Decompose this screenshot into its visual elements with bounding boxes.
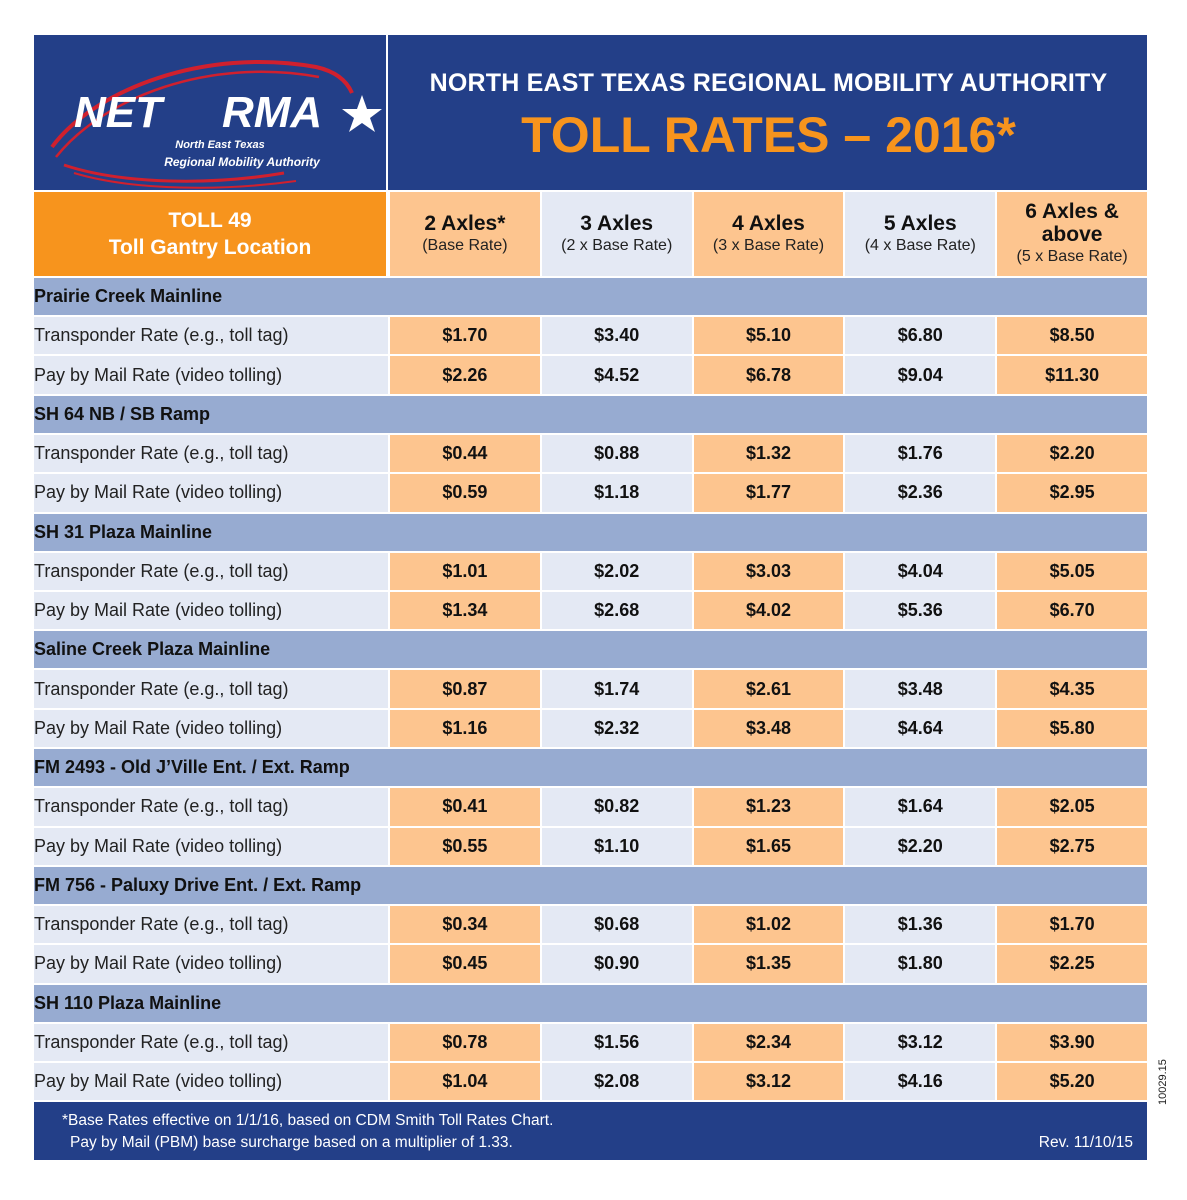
rate-cell: $2.68 bbox=[540, 590, 692, 629]
rate-cell: $2.02 bbox=[540, 551, 692, 590]
rate-cell: $1.76 bbox=[843, 433, 995, 472]
rate-cell: $1.10 bbox=[540, 826, 692, 865]
rate-cell: $0.44 bbox=[388, 433, 540, 472]
rate-cell: $1.01 bbox=[388, 551, 540, 590]
rate-type-label: Transponder Rate (e.g., toll tag) bbox=[34, 315, 388, 354]
section-title: FM 756 - Paluxy Drive Ent. / Ext. Ramp bbox=[34, 865, 1147, 904]
gantry-header-line-1: TOLL 49 bbox=[168, 209, 252, 232]
rate-type-label: Pay by Mail Rate (video tolling) bbox=[34, 1061, 388, 1100]
rate-cell: $1.65 bbox=[692, 826, 844, 865]
section-title: Saline Creek Plaza Mainline bbox=[34, 629, 1147, 668]
rate-cell: $5.80 bbox=[995, 708, 1147, 747]
table-row bbox=[34, 590, 1147, 629]
rate-type-label: Pay by Mail Rate (video tolling) bbox=[34, 472, 388, 511]
rate-cell: $1.16 bbox=[388, 708, 540, 747]
column-header-3-axles bbox=[540, 190, 692, 276]
column-subtitle: (5 x Base Rate) bbox=[1016, 248, 1128, 265]
section-row bbox=[34, 629, 1147, 668]
column-title: 2 Axles* bbox=[424, 211, 506, 235]
header-banner bbox=[34, 35, 1147, 190]
rate-cell: $4.02 bbox=[692, 590, 844, 629]
column-subtitle: (3 x Base Rate) bbox=[712, 236, 825, 254]
table-row bbox=[34, 472, 1147, 511]
rate-cell: $2.75 bbox=[995, 826, 1147, 865]
rate-cell: $1.74 bbox=[540, 668, 692, 707]
rate-cell: $2.20 bbox=[995, 433, 1147, 472]
page-title: TOLL RATES – 2016* bbox=[521, 107, 1016, 163]
rate-cell: $1.32 bbox=[692, 433, 844, 472]
rate-cell: $8.50 bbox=[995, 315, 1147, 354]
rate-cell: $3.03 bbox=[692, 551, 844, 590]
rate-cell: $6.78 bbox=[692, 354, 844, 393]
rate-type-label: Transponder Rate (e.g., toll tag) bbox=[34, 786, 388, 825]
rate-type-label: Transponder Rate (e.g., toll tag) bbox=[34, 668, 388, 707]
rate-cell: $3.48 bbox=[843, 668, 995, 707]
gantry-header-line-2: Toll Gantry Location bbox=[108, 236, 312, 259]
rate-cell: $1.02 bbox=[692, 904, 844, 943]
table-row bbox=[34, 786, 1147, 825]
table-header-row bbox=[34, 190, 1147, 276]
rate-cell: $1.70 bbox=[995, 904, 1147, 943]
section-title: Prairie Creek Mainline bbox=[34, 276, 1147, 315]
rate-cell: $1.36 bbox=[843, 904, 995, 943]
rate-cell: $0.55 bbox=[388, 826, 540, 865]
rate-cell: $3.48 bbox=[692, 708, 844, 747]
rate-type-label: Transponder Rate (e.g., toll tag) bbox=[34, 433, 388, 472]
rate-cell: $0.41 bbox=[388, 786, 540, 825]
rate-cell: $2.05 bbox=[995, 786, 1147, 825]
logo-tagline-1: North East Texas bbox=[175, 139, 265, 151]
rate-cell: $2.20 bbox=[843, 826, 995, 865]
section-row bbox=[34, 983, 1147, 1022]
rate-type-label: Pay by Mail Rate (video tolling) bbox=[34, 826, 388, 865]
rate-cell: $1.18 bbox=[540, 472, 692, 511]
rate-cell: $0.87 bbox=[388, 668, 540, 707]
rate-cell: $2.61 bbox=[692, 668, 844, 707]
column-header-5-axles bbox=[843, 190, 995, 276]
rate-cell: $3.12 bbox=[843, 1022, 995, 1061]
rate-cell: $0.34 bbox=[388, 904, 540, 943]
rate-cell: $1.35 bbox=[692, 943, 844, 982]
revision-date: Rev. 11/10/15 bbox=[1038, 1134, 1133, 1151]
section-row bbox=[34, 512, 1147, 551]
toll-rate-table bbox=[34, 190, 1147, 1100]
rate-cell: $2.36 bbox=[843, 472, 995, 511]
footnote-base-rates: *Base Rates effective on 1/1/16, based on CDM Smith Toll Rates Chart. bbox=[62, 1112, 554, 1129]
column-subtitle: (Base Rate) bbox=[422, 236, 508, 254]
column-header-4-axles bbox=[692, 190, 844, 276]
section-row bbox=[34, 747, 1147, 786]
rate-type-label: Pay by Mail Rate (video tolling) bbox=[34, 708, 388, 747]
rate-type-label: Pay by Mail Rate (video tolling) bbox=[34, 943, 388, 982]
rate-type-label: Transponder Rate (e.g., toll tag) bbox=[34, 904, 388, 943]
rate-cell: $1.23 bbox=[692, 786, 844, 825]
rate-cell: $6.70 bbox=[995, 590, 1147, 629]
rate-cell: $0.88 bbox=[540, 433, 692, 472]
section-title: SH 110 Plaza Mainline bbox=[34, 983, 1147, 1022]
rate-cell: $5.20 bbox=[995, 1061, 1147, 1100]
column-subtitle: (4 x Base Rate) bbox=[864, 236, 976, 254]
section-title: FM 2493 - Old J’Ville Ent. / Ext. Ramp bbox=[34, 747, 1147, 786]
rate-cell: $4.16 bbox=[843, 1061, 995, 1100]
rate-cell: $1.77 bbox=[692, 472, 844, 511]
rate-cell: $3.40 bbox=[540, 315, 692, 354]
rate-cell: $3.12 bbox=[692, 1061, 844, 1100]
table-row bbox=[34, 1061, 1147, 1100]
column-subtitle: (2 x Base Rate) bbox=[561, 236, 673, 254]
table-body bbox=[34, 276, 1147, 1100]
rate-cell: $9.04 bbox=[843, 354, 995, 393]
rate-cell: $2.34 bbox=[692, 1022, 844, 1061]
table-row bbox=[34, 354, 1147, 393]
section-row bbox=[34, 394, 1147, 433]
rate-cell: $5.36 bbox=[843, 590, 995, 629]
rate-cell: $6.80 bbox=[843, 315, 995, 354]
toll-rate-sheet bbox=[34, 35, 1147, 1160]
column-title: 3 Axles bbox=[580, 211, 654, 235]
table-row bbox=[34, 1022, 1147, 1061]
table-row bbox=[34, 943, 1147, 982]
rate-cell: $2.32 bbox=[540, 708, 692, 747]
footer-notes bbox=[34, 1102, 1147, 1160]
star-icon bbox=[342, 95, 382, 132]
rate-cell: $1.70 bbox=[388, 315, 540, 354]
rate-cell: $4.52 bbox=[540, 354, 692, 393]
rate-cell: $4.04 bbox=[843, 551, 995, 590]
gantry-location-header bbox=[34, 190, 388, 276]
section-title: SH 31 Plaza Mainline bbox=[34, 512, 1147, 551]
rate-cell: $2.26 bbox=[388, 354, 540, 393]
rate-cell: $5.05 bbox=[995, 551, 1147, 590]
logo-tagline-2: Regional Mobility Authority bbox=[164, 155, 320, 169]
rate-cell: $0.82 bbox=[540, 786, 692, 825]
logo-wordmark-right: RMA bbox=[222, 88, 323, 137]
rate-cell: $0.78 bbox=[388, 1022, 540, 1061]
rate-cell: $2.25 bbox=[995, 943, 1147, 982]
rate-cell: $1.80 bbox=[843, 943, 995, 982]
logo bbox=[34, 35, 388, 190]
column-title: 4 Axles bbox=[732, 211, 805, 235]
table-row bbox=[34, 551, 1147, 590]
rate-type-label: Transponder Rate (e.g., toll tag) bbox=[34, 1022, 388, 1061]
table-row bbox=[34, 826, 1147, 865]
column-header-2-axles bbox=[388, 190, 540, 276]
table-row bbox=[34, 904, 1147, 943]
rate-cell: $1.34 bbox=[388, 590, 540, 629]
rate-cell: $11.30 bbox=[995, 354, 1147, 393]
rate-cell: $5.10 bbox=[692, 315, 844, 354]
rate-cell: $2.95 bbox=[995, 472, 1147, 511]
org-title: NORTH EAST TEXAS REGIONAL MOBILITY AUTHORITY bbox=[429, 69, 1108, 97]
rate-cell: $2.08 bbox=[540, 1061, 692, 1100]
footnote-pbm-surcharge: Pay by Mail (PBM) base surcharge based on a multiplier of 1.33. bbox=[70, 1134, 513, 1151]
rate-cell: $0.68 bbox=[540, 904, 692, 943]
column-header-6-axles bbox=[995, 190, 1147, 276]
rate-cell: $4.64 bbox=[843, 708, 995, 747]
rate-cell: $1.64 bbox=[843, 786, 995, 825]
table-row bbox=[34, 708, 1147, 747]
net-rma-logo-icon bbox=[34, 35, 388, 190]
column-title: 6 Axles & above bbox=[1025, 200, 1119, 246]
rate-type-label: Pay by Mail Rate (video tolling) bbox=[34, 590, 388, 629]
rate-cell: $3.90 bbox=[995, 1022, 1147, 1061]
table-row bbox=[34, 433, 1147, 472]
section-row bbox=[34, 276, 1147, 315]
document-code: 10029.15 bbox=[1157, 1059, 1169, 1105]
rate-type-label: Transponder Rate (e.g., toll tag) bbox=[34, 551, 388, 590]
section-title: SH 64 NB / SB Ramp bbox=[34, 394, 1147, 433]
rate-cell: $0.90 bbox=[540, 943, 692, 982]
rate-cell: $1.04 bbox=[388, 1061, 540, 1100]
column-title: 5 Axles bbox=[883, 211, 957, 235]
table-row bbox=[34, 668, 1147, 707]
section-row bbox=[34, 865, 1147, 904]
rate-cell: $4.35 bbox=[995, 668, 1147, 707]
rate-cell: $0.45 bbox=[388, 943, 540, 982]
rate-cell: $0.59 bbox=[388, 472, 540, 511]
rate-type-label: Pay by Mail Rate (video tolling) bbox=[34, 354, 388, 393]
logo-wordmark-left: NET bbox=[74, 88, 162, 137]
table-row bbox=[34, 315, 1147, 354]
rate-cell: $1.56 bbox=[540, 1022, 692, 1061]
